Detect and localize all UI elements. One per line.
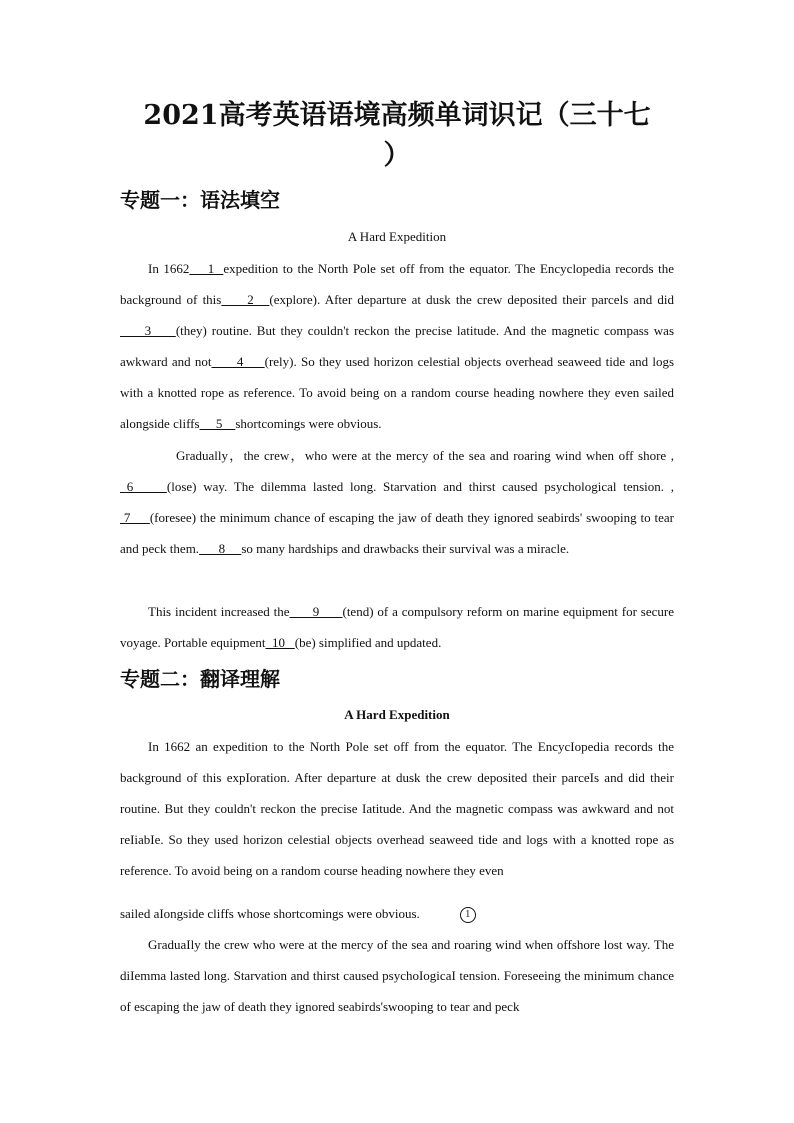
text-run: (tend) of a compulsory reform on marine equipment for secure voyage. Portable equipment — [120, 604, 675, 650]
title-line-1: 2021高考英语语境高频单词识记（三十七 — [143, 100, 651, 131]
text-run: (lose) way. The dilemma lasted long. Starvation and thirst caused psychological tension. , — [166, 479, 674, 494]
paragraph-3 — [120, 596, 674, 658]
blank-3: 3 — [120, 323, 176, 338]
text-run: shortcomings were obvious. — [235, 416, 382, 431]
blank-9: 9 — [289, 604, 343, 619]
text-run: This incident increased the — [148, 604, 290, 619]
text-run: In 1662 — [148, 261, 190, 276]
translation-paragraph-2: GraduaIly the crew who were at the mercy of the sea and roaring wind when offshore lost way. The diIemma lasted long. Starvation and thirst caused psychoIogicaI tension. Foreseeing the minimum chance of escaping the jaw of death they ignored seabirds'swooping to tear and peck — [120, 937, 674, 1014]
blank-8: 8 — [199, 541, 242, 556]
text-run: (foresee) the minimum chance of escaping the jaw of death they ignored seabirds' swooping to tear and peck them. — [120, 510, 675, 556]
text-run: Gradually，the crew，who were at the mercy of the sea and roaring wind when off shore , — [176, 448, 674, 463]
title-line-2: ） — [383, 140, 411, 171]
blank-1: 1 — [189, 261, 224, 276]
passage-title-2: A Hard Expedition — [344, 707, 450, 722]
text-run: (explore). After departure at dusk the crew deposited their parcels and did — [269, 292, 675, 307]
text-run: (rely). So they used horizon celestial objects overhead seaweed tide and logs with a knotted rope as reference. To avoid being on a random course heading nowhere they even sailed alongside cliffs — [120, 354, 675, 431]
circled-number-marker: 1 — [460, 907, 476, 923]
blank-5: 5 — [199, 416, 236, 431]
text-run: expedition to the North Pole set off from the equator. The Encyclopedia records the background of this — [120, 261, 674, 307]
translation-paragraph-1: In 1662 an expedition to the North Pole set off from the equator. The EncycIopedia records the background of this expIoration. After departure at dusk the crew deposited their parceIs and did their routine. But they couldn't reckon the precise Iatitude. And the magnetic compass was awkward and not reIiabIe. So they used horizon celestial objects overhead seaweed tide and logs with a knotted rope as reference. To avoid being on a random course heading nowhere they even — [120, 739, 674, 878]
text-run: sailed aIongside cliffs whose shortcomings were obvious. — [120, 906, 420, 921]
blank-2: 2 — [221, 292, 270, 307]
text-run: so many hardships and drawbacks their survival was a miracle. — [241, 541, 570, 556]
paragraph-2 — [120, 440, 674, 564]
passage-title: A Hard Expedition — [347, 229, 447, 244]
blank-7: 7 — [120, 510, 150, 525]
blank-10: 10 — [265, 635, 295, 650]
blank-6: 6 — [120, 479, 167, 494]
document-title — [120, 96, 674, 176]
paragraph-1 — [120, 253, 674, 439]
section-heading-grammar: 专题一：语法填空 — [120, 188, 280, 212]
text-run: (they) routine. But they couldn't reckon the precise latitude. And the magnetic compass was awkward and not — [120, 323, 675, 369]
translation-paragraph-1-last-line — [120, 898, 674, 929]
section-heading-translation: 专题二：翻译理解 — [120, 667, 280, 691]
text-run: (be) simplified and updated. — [294, 635, 442, 650]
blank-4: 4 — [211, 354, 265, 369]
